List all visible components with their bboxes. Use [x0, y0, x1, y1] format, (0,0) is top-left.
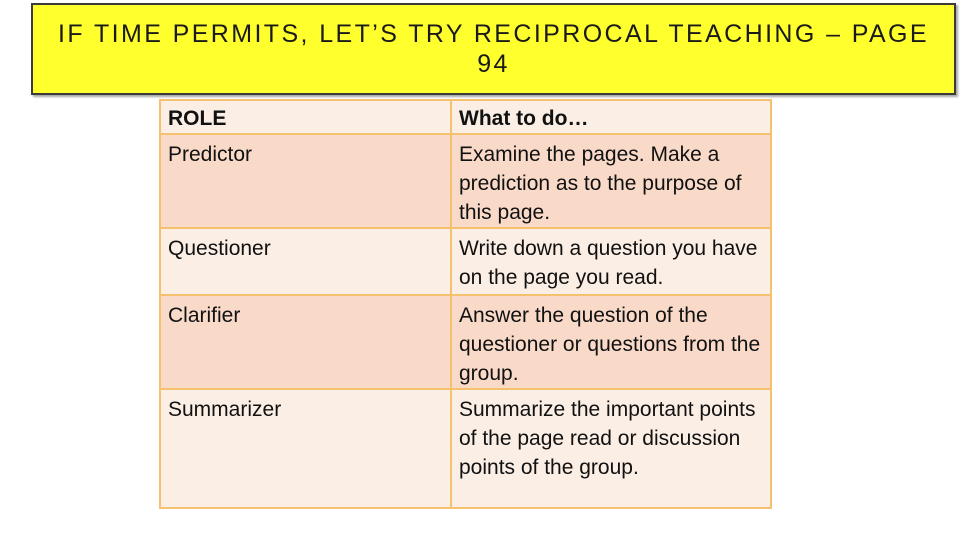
header-what-to-do: What to do… — [451, 100, 771, 134]
role-cell: Predictor — [160, 134, 451, 228]
reciprocal-teaching-roles-table — [159, 99, 772, 509]
role-cell: Summarizer — [160, 389, 451, 508]
slide-title-bar — [31, 3, 956, 95]
table-row — [160, 228, 771, 295]
table-header-row — [160, 100, 771, 134]
role-cell: Clarifier — [160, 295, 451, 389]
todo-cell: Examine the pages. Make a prediction as to the purpose of this page. — [451, 134, 771, 228]
table-row — [160, 389, 771, 508]
table-row — [160, 134, 771, 228]
slide-title: IF TIME PERMITS, LET’S TRY RECIPROCAL TEACHING – PAGE 94 — [58, 20, 929, 78]
header-role: ROLE — [160, 100, 451, 134]
todo-cell: Summarize the important points of the page read or discussion points of the group. — [451, 389, 771, 508]
todo-cell: Answer the question of the questioner or questions from the group. — [451, 295, 771, 389]
todo-cell: Write down a question you have on the page you read. — [451, 228, 771, 295]
table-row — [160, 295, 771, 389]
role-cell: Questioner — [160, 228, 451, 295]
